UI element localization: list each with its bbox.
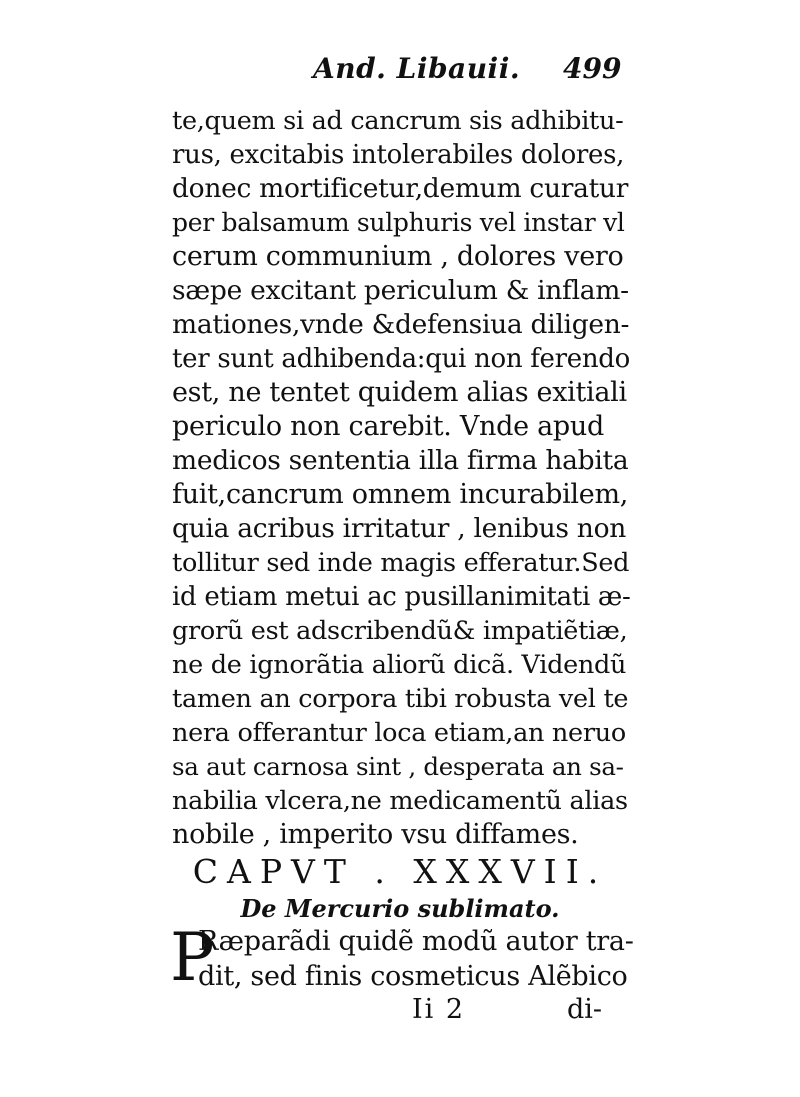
chapter-paragraph: [170, 919, 640, 1005]
text-line: sa aut carnosa sint , desperata an sa-: [172, 752, 624, 781]
chapter-subtitle: De Mercurio sublimato.: [240, 894, 560, 923]
signature-mark: Ii 2: [412, 994, 466, 1025]
catchword: di-: [567, 994, 603, 1025]
drop-cap-initial: P: [170, 919, 215, 996]
text-line: rus, excitabis intolerabiles dolores,: [172, 140, 625, 170]
text-line: Ræparãdi quidẽ modũ autor tra-: [198, 926, 634, 957]
text-line: sæpe excitant periculum & inflam-: [172, 275, 629, 306]
body-text: [172, 104, 632, 852]
text-line: donec mortificetur,demum curatur: [172, 173, 629, 204]
chapter-title: CAPVT . XXXVII.: [192, 852, 608, 891]
text-line: est, ne tentet quidem alias exitiali: [172, 377, 627, 408]
running-head: And. Libauii.: [313, 52, 521, 85]
text-line: nabilia vlcera,ne medicamentũ alias: [172, 786, 628, 816]
text-line: tollitur sed inde magis efferatur.Sed: [172, 548, 630, 578]
text-line: id etiam metui ac pusillanimitati æ-: [172, 582, 631, 612]
text-line: quia acribus irritatur , lenibus non: [172, 513, 626, 544]
text-line: periculo non carebit. Vnde apud: [172, 411, 604, 442]
text-line: nera offerantur loca etiam,an neruo: [172, 718, 626, 748]
text-line: ter sunt adhibenda:qui non ferendo: [172, 344, 631, 374]
text-line: per balsamum sulphuris vel instar vl: [172, 208, 625, 237]
text-line: nobile , imperito vsu diffames.: [172, 819, 579, 850]
text-line: fuit,cancrum omnem incurabilem,: [172, 479, 629, 510]
text-line: ne de ignorãtia aliorũ dicã. Videndũ: [172, 650, 627, 680]
text-line: te,quem si ad cancrum sis adhibitu-: [172, 106, 624, 136]
page-header: [0, 52, 800, 92]
text-line: grorũ est adscribendũ& impatiẽtiæ,: [172, 616, 628, 646]
text-line: mationes,vnde &defensiua diligen-: [172, 309, 630, 340]
text-line: tamen an corpora tibi robusta vel te: [172, 684, 629, 714]
page-number: 499: [563, 52, 622, 85]
text-line: cerum communium , dolores vero: [172, 241, 624, 272]
text-line: medicos sententia illa firma habita: [172, 445, 629, 476]
text-line: dit, sed finis cosmeticus Alẽbico: [198, 961, 628, 992]
